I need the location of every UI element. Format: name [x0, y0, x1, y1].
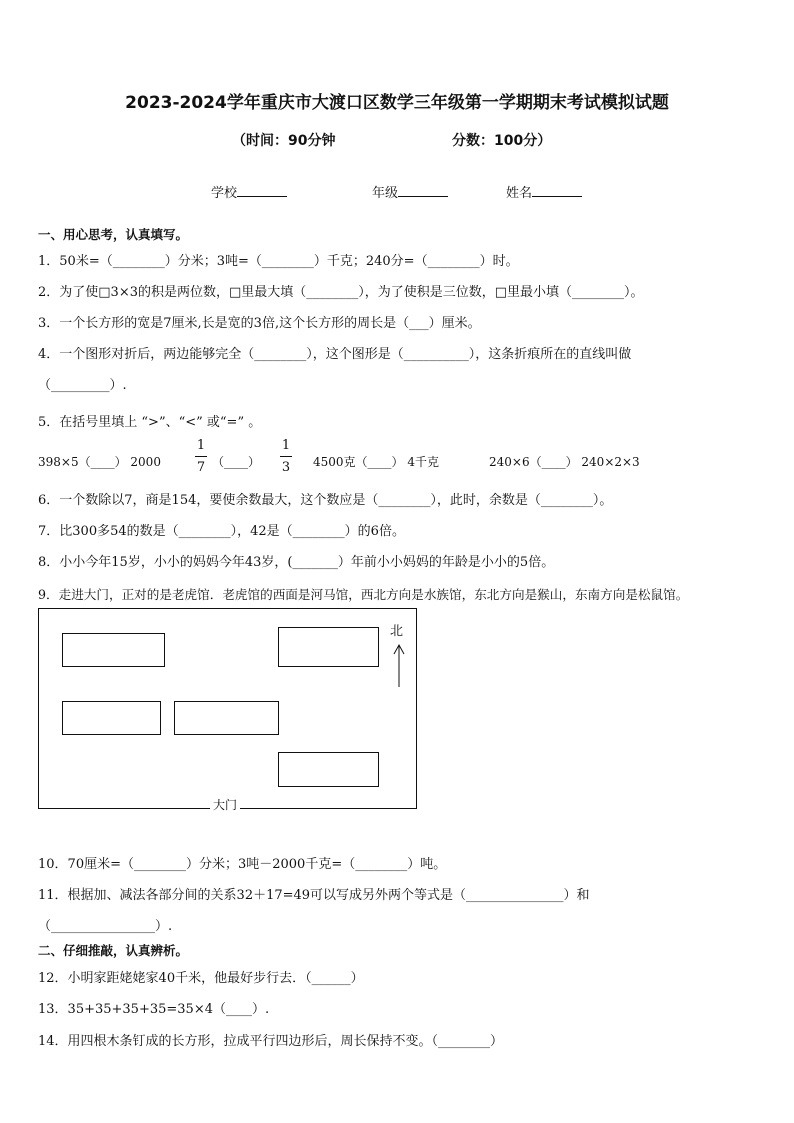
exam-score: 分数：100分） [452, 133, 552, 149]
page-title: 2023-2024学年重庆市大渡口区数学三年级第一学期期末考试模拟试题 [125, 93, 669, 113]
question-11-line-2: （________________）. [38, 919, 173, 934]
section-1-heading: 一、用心思考，认真填写。 [38, 227, 189, 242]
grade-label: 年级 [372, 186, 399, 201]
question-1: 1．50米=（________）分米；3吨=（________）千克；240分=（________）时。 [38, 254, 519, 269]
map-box-squirrel[interactable] [278, 752, 379, 787]
fraction-2-numerator: 1 [281, 438, 291, 453]
fraction-2-denominator: 3 [281, 460, 291, 475]
school-label: 学校 [211, 186, 238, 201]
question-14: 14．用四根木条钉成的长方形，拉成平行四边形后，周长保持不变。（________） [38, 1034, 504, 1049]
fraction-1-3 [280, 438, 292, 475]
compare-b: （____） [212, 455, 261, 469]
exam-time: （时间：90分钟 [232, 133, 336, 149]
compare-c: 4500克（____） 4千克 [313, 455, 439, 469]
question-5: 5．在括号里填上 “>”、“<” 或“=” 。 [38, 415, 262, 430]
question-11-line-1: 11．根据加、减法各部分间的关系32＋17=49可以写成另外两个等式是（_______________）和 [38, 888, 590, 903]
map-box-aquarium[interactable] [62, 633, 165, 667]
name-blank[interactable] [532, 184, 582, 197]
fraction-1-numerator: 1 [196, 438, 206, 453]
section-2-heading: 二、仔细推敲，认真辨析。 [38, 943, 189, 958]
grade-blank[interactable] [398, 184, 448, 197]
question-10: 10．70厘米=（________）分米；3吨－2000千克=（________）吨。 [38, 857, 447, 872]
name-field [506, 182, 582, 201]
compare-d: 240×6（____） 240×2×3 [489, 455, 640, 469]
name-label: 姓名 [506, 186, 533, 201]
map-box-tiger[interactable] [174, 701, 279, 735]
map-box-hippo[interactable] [62, 701, 161, 735]
question-12: 12．小明家距姥姥家40千米，他最好步行去．（______） [38, 971, 364, 986]
question-2: 2．为了使□3×3的积是两位数，□里最大填（________），为了使积是三位数，□里最小填（________）。 [38, 285, 644, 300]
school-blank[interactable] [237, 184, 287, 197]
question-13: 13．35+35+35+35=35×4（____）. [38, 1002, 270, 1017]
gate-label: 大门 [210, 796, 240, 813]
north-label: 北 [390, 624, 404, 639]
fraction-1-7 [195, 438, 207, 475]
question-6: 6．一个数除以7，商是154，要使余数最大，这个数应是（________），此时，余数是（________）。 [38, 493, 613, 508]
question-4-line-2: （_________）. [38, 378, 127, 393]
fraction-1-denominator: 7 [196, 460, 206, 475]
question-8: 8．小小今年15岁，小小的妈妈今年43岁，(_______）年前小小妈妈的年龄是小小的5倍。 [38, 555, 555, 570]
school-field [211, 182, 287, 201]
north-arrow-icon [392, 642, 406, 688]
compare-a: 398×5（____） 2000 [38, 455, 161, 469]
question-9: 9．走进大门，正对的是老虎馆．老虎馆的西面是河马馆，西北方向是水族馆，东北方向是猴山，东南方向是松鼠馆。 [38, 587, 689, 602]
grade-field [372, 182, 448, 201]
question-4-line-1: 4．一个图形对折后，两边能够完全（________），这个图形是（__________），这条折痕所在的直线叫做 [38, 347, 632, 362]
map-box-monkey-hill[interactable] [278, 627, 379, 667]
question-7: 7．比300多54的数是（________），42是（________）的6倍。 [38, 524, 405, 539]
question-3: 3．一个长方形的宽是7厘米,长是宽的3倍,这个长方形的周长是（___）厘米。 [38, 316, 481, 331]
